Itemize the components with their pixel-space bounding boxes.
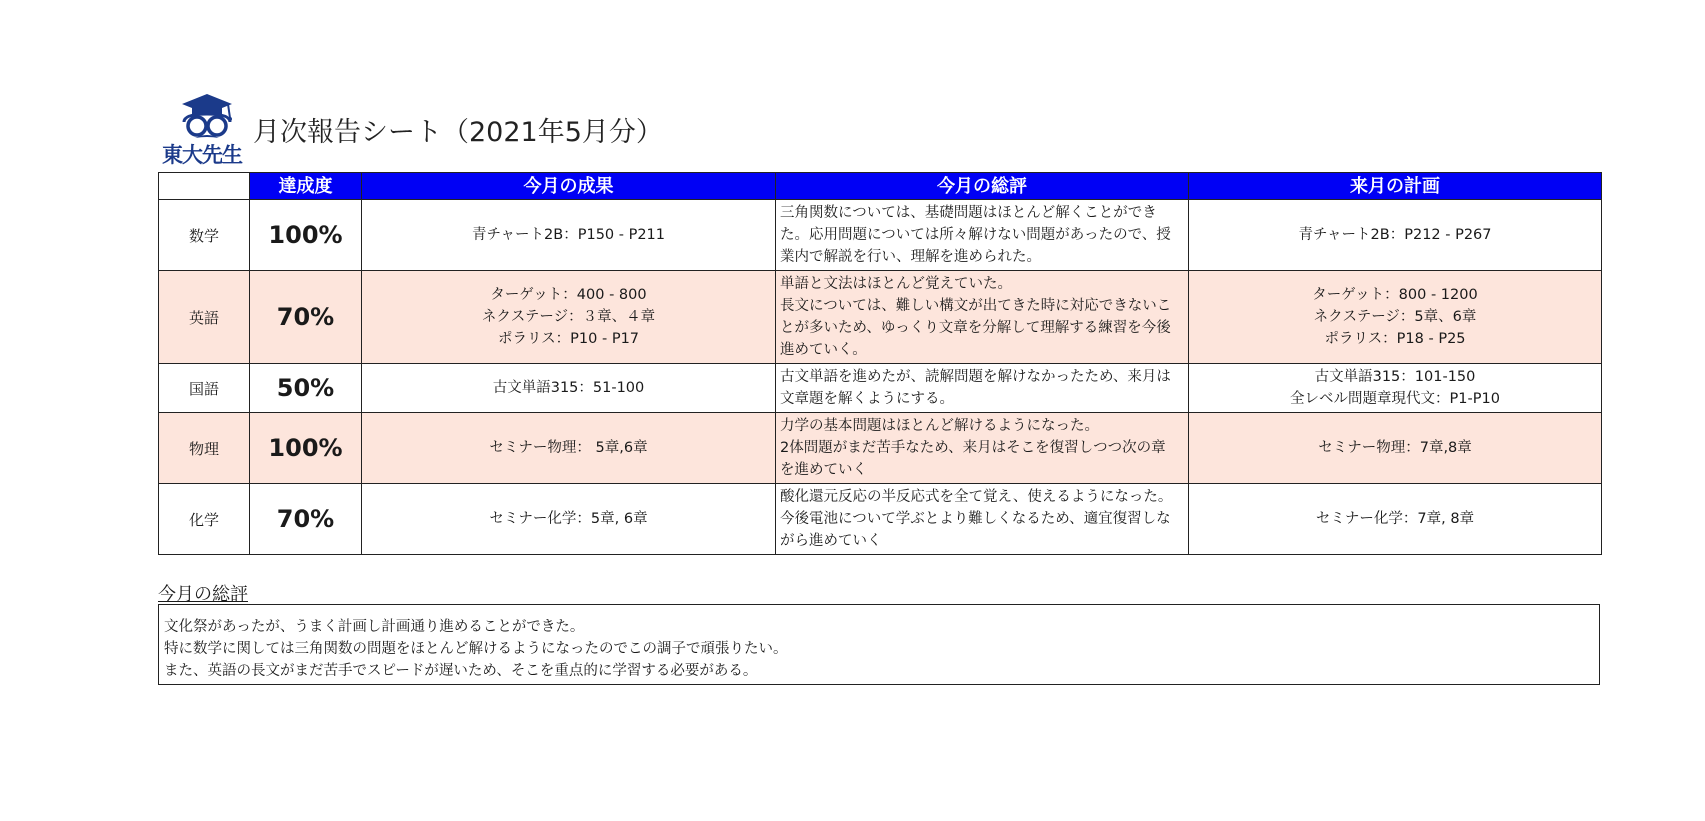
rate-cell: 100% [250, 200, 362, 271]
page-title: 月次報告シート（2021年5月分） [253, 117, 663, 148]
table-row [159, 200, 1602, 271]
plan-line: ターゲット：800 - 1200 [1312, 287, 1478, 303]
logo-text: 東大先生 [162, 143, 242, 167]
results-line: セミナー化学：5章, 6章 [489, 511, 648, 527]
comment-line: 今後電池について学ぶとより難しくなるため、適宜復習しな [780, 511, 1171, 527]
comment-line: 力学の基本問題はほとんど解けるようになった。 [780, 418, 1099, 434]
results-line: 古文単語315：51-100 [492, 380, 645, 396]
plan-cell [1189, 364, 1602, 413]
table-row [159, 271, 1602, 364]
summary-line: 文化祭があったが、うまく計画し計画通り進めることができた。 [164, 619, 585, 635]
comment-line: 業内で解説を行い、理解を進められた。 [780, 249, 1041, 265]
table-row [159, 413, 1602, 484]
rate-cell: 50% [250, 364, 362, 413]
comment-line: 2体問題がまだ苦手なため、来月はそこを復習しつつ次の章 [780, 440, 1166, 456]
results-line: ターゲット：400 - 800 [490, 287, 647, 303]
results-line: ネクステージ：３章、４章 [481, 309, 656, 325]
plan-line: セミナー化学：7章, 8章 [1315, 511, 1475, 527]
results-line: 青チャート2B：P150 - P211 [471, 227, 666, 243]
comment-cell [776, 271, 1189, 364]
plan-cell [1189, 484, 1602, 555]
results-cell [362, 484, 776, 555]
summary-heading: 今月の総評 [158, 584, 248, 605]
header-comment: 今月の総評 [776, 173, 1189, 200]
table-row [159, 364, 1602, 413]
subject-cell: 国語 [159, 364, 250, 413]
plan-cell [1189, 413, 1602, 484]
logo-mascot-icon [162, 92, 252, 142]
comment-line: とが多いため、ゆっくり文章を分解して理解する練習を今後 [780, 320, 1171, 336]
comment-line: 文章題を解くようにする。 [780, 391, 954, 407]
comment-line: 三角関数については、基礎問題はほとんど解くことができ [780, 205, 1157, 221]
page-header [158, 92, 1600, 172]
report-table [158, 172, 1602, 555]
plan-cell [1189, 271, 1602, 364]
rate-cell: 70% [250, 271, 362, 364]
plan-line: 全レベル問題章現代文：P1-P10 [1290, 391, 1500, 407]
plan-line: 青チャート2B：P212 - P267 [1298, 227, 1492, 243]
comment-cell [776, 484, 1189, 555]
summary-line: 特に数学に関しては三角関数の問題をほとんど解けるようになったのでこの調子で頑張りたい。 [164, 641, 788, 657]
header-plan: 来月の計画 [1189, 173, 1602, 200]
plan-line: ネクステージ：5章、6章 [1313, 309, 1477, 325]
comment-cell [776, 200, 1189, 271]
plan-line: ポラリス：P18 - P25 [1324, 331, 1466, 347]
rate-cell: 70% [250, 484, 362, 555]
comment-line: 単語と文法はほとんど覚えていた。 [780, 276, 1012, 292]
table-header-row [159, 173, 1602, 200]
results-cell [362, 413, 776, 484]
comment-line: 長文については、難しい構文が出てきた時に対応できないこ [780, 298, 1172, 314]
results-cell [362, 364, 776, 413]
comment-line: 酸化還元反応の半反応式を全て覚え、使えるようになった。 [780, 489, 1173, 505]
summary-line: また、英語の長文がまだ苦手でスピードが遅いため、そこを重点的に学習する必要がある。 [164, 663, 758, 679]
comment-line: 古文単語を進めたが、読解問題を解けなかったため、来月は [780, 369, 1171, 385]
header-achievement: 達成度 [250, 173, 362, 200]
comment-line: がら進めていく [780, 533, 882, 549]
subject-cell: 英語 [159, 271, 250, 364]
plan-cell [1189, 200, 1602, 271]
results-line: ポラリス：P10 - P17 [497, 331, 640, 347]
comment-line: た。応用問題については所々解けない問題があったので、授 [780, 227, 1171, 243]
results-line: セミナー物理： 5章,6章 [489, 440, 648, 456]
summary-box [158, 604, 1600, 685]
table-row [159, 484, 1602, 555]
plan-line: 古文単語315：101-150 [1314, 369, 1476, 385]
logo [162, 92, 252, 172]
comment-line: 進めていく。 [780, 342, 867, 358]
rate-cell: 100% [250, 413, 362, 484]
comment-line: を進めていく [780, 462, 867, 478]
header-blank-cell [159, 173, 250, 200]
comment-cell [776, 413, 1189, 484]
subject-cell: 物理 [159, 413, 250, 484]
plan-line: セミナー物理：7章,8章 [1318, 440, 1472, 456]
comment-cell [776, 364, 1189, 413]
subject-cell: 数学 [159, 200, 250, 271]
subject-cell: 化学 [159, 484, 250, 555]
results-cell [362, 200, 776, 271]
results-cell [362, 271, 776, 364]
header-results: 今月の成果 [362, 173, 776, 200]
